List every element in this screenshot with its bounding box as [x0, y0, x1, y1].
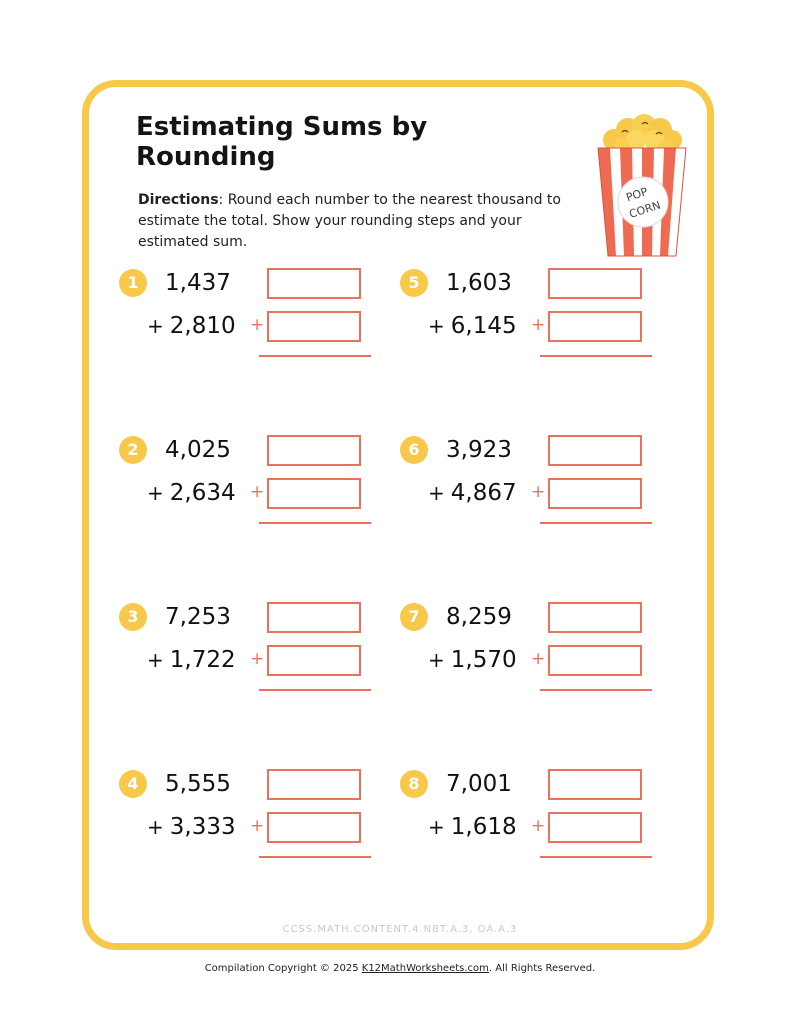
- plus-sign-accent: +: [250, 482, 265, 502]
- rounded-first-answer-box[interactable]: [548, 602, 642, 633]
- problem-number-badge: 1: [119, 269, 147, 297]
- first-addend: 7,001: [446, 771, 512, 797]
- problem-number-badge: 7: [400, 603, 428, 631]
- problem-number-badge: 4: [119, 770, 147, 798]
- rounded-second-answer-box[interactable]: [548, 478, 642, 509]
- second-addend-row: [428, 479, 517, 507]
- rounded-first-answer-box[interactable]: [267, 435, 361, 466]
- rounded-second-answer-box[interactable]: [548, 311, 642, 342]
- plus-sign-accent: +: [250, 816, 265, 836]
- directions-text: [138, 190, 593, 253]
- plus-sign: +: [428, 815, 445, 839]
- first-addend: 4,025: [165, 437, 231, 463]
- plus-sign-accent: +: [531, 649, 546, 669]
- second-addend-row: [428, 312, 517, 340]
- rounded-first-answer-box[interactable]: [267, 268, 361, 299]
- plus-sign-accent: +: [531, 315, 546, 335]
- plus-sign: +: [428, 648, 445, 672]
- rounded-first-answer-box[interactable]: [548, 268, 642, 299]
- first-addend: 5,555: [165, 771, 231, 797]
- second-addend: 1,618: [450, 814, 517, 840]
- problem-number-badge: 2: [119, 436, 147, 464]
- page-title: Estimating Sums by Rounding: [136, 112, 428, 172]
- second-addend: 1,722: [169, 647, 236, 673]
- rounded-second-answer-box[interactable]: [267, 311, 361, 342]
- second-addend-row: [428, 646, 517, 674]
- rounded-first-answer-box[interactable]: [548, 769, 642, 800]
- estimated-sum-line[interactable]: [540, 689, 652, 691]
- problem-number-badge: 8: [400, 770, 428, 798]
- problem-5: [400, 269, 670, 369]
- estimated-sum-line[interactable]: [540, 856, 652, 858]
- second-addend-row: [147, 312, 236, 340]
- plus-sign: +: [428, 314, 445, 338]
- second-addend: 6,145: [450, 313, 517, 339]
- problem-7: [400, 603, 670, 703]
- plus-sign: +: [147, 481, 164, 505]
- plus-sign-accent: +: [250, 649, 265, 669]
- problem-number-badge: 3: [119, 603, 147, 631]
- problem-6: [400, 436, 670, 536]
- rounded-second-answer-box[interactable]: [267, 812, 361, 843]
- estimated-sum-line[interactable]: [540, 522, 652, 524]
- first-addend: 7,253: [165, 604, 231, 630]
- problem-number-badge: 5: [400, 269, 428, 297]
- plus-sign: +: [147, 648, 164, 672]
- plus-sign: +: [147, 815, 164, 839]
- rounded-second-answer-box[interactable]: [548, 812, 642, 843]
- rounded-first-answer-box[interactable]: [548, 435, 642, 466]
- rounded-second-answer-box[interactable]: [267, 478, 361, 509]
- second-addend-row: [147, 479, 236, 507]
- directions-body: : Round each number to the nearest thousand to estimate the total. Show your rounding steps and your estimated sum.: [138, 192, 561, 250]
- popcorn-icon: [592, 110, 692, 260]
- problem-2: [119, 436, 389, 536]
- first-addend: 1,603: [446, 270, 512, 296]
- estimated-sum-line[interactable]: [259, 355, 371, 357]
- estimated-sum-line[interactable]: [259, 856, 371, 858]
- second-addend: 3,333: [169, 814, 236, 840]
- plus-sign: +: [147, 314, 164, 338]
- rounded-first-answer-box[interactable]: [267, 602, 361, 633]
- copyright-footer: [0, 963, 800, 974]
- copyright-site-link[interactable]: K12MathWorksheets.com: [361, 963, 489, 974]
- first-addend: 8,259: [446, 604, 512, 630]
- second-addend: 1,570: [450, 647, 517, 673]
- second-addend: 4,867: [450, 480, 517, 506]
- estimated-sum-line[interactable]: [259, 689, 371, 691]
- plus-sign-accent: +: [531, 482, 546, 502]
- estimated-sum-line[interactable]: [259, 522, 371, 524]
- plus-sign-accent: +: [250, 315, 265, 335]
- directions-label: Directions: [138, 192, 219, 208]
- rounded-second-answer-box[interactable]: [267, 645, 361, 676]
- estimated-sum-line[interactable]: [540, 355, 652, 357]
- plus-sign-accent: +: [531, 816, 546, 836]
- copyright-prefix: Compilation Copyright © 2025: [204, 963, 362, 974]
- second-addend-row: [428, 813, 517, 841]
- copyright-suffix: . All Rights Reserved.: [488, 963, 596, 974]
- first-addend: 3,923: [446, 437, 512, 463]
- problem-number-badge: 6: [400, 436, 428, 464]
- second-addend: 2,810: [169, 313, 236, 339]
- second-addend-row: [147, 813, 236, 841]
- problem-8: [400, 770, 670, 870]
- second-addend-row: [147, 646, 236, 674]
- first-addend: 1,437: [165, 270, 231, 296]
- problem-1: [119, 269, 389, 369]
- problem-3: [119, 603, 389, 703]
- plus-sign: +: [428, 481, 445, 505]
- rounded-second-answer-box[interactable]: [548, 645, 642, 676]
- problem-4: [119, 770, 389, 870]
- popcorn-label-pop: POP: [624, 185, 650, 205]
- second-addend: 2,634: [169, 480, 236, 506]
- popcorn-label-corn: CORN: [627, 198, 663, 221]
- standards-code: CCSS.MATH.CONTENT.4.NBT.A.3, OA.A.3: [282, 924, 518, 935]
- rounded-first-answer-box[interactable]: [267, 769, 361, 800]
